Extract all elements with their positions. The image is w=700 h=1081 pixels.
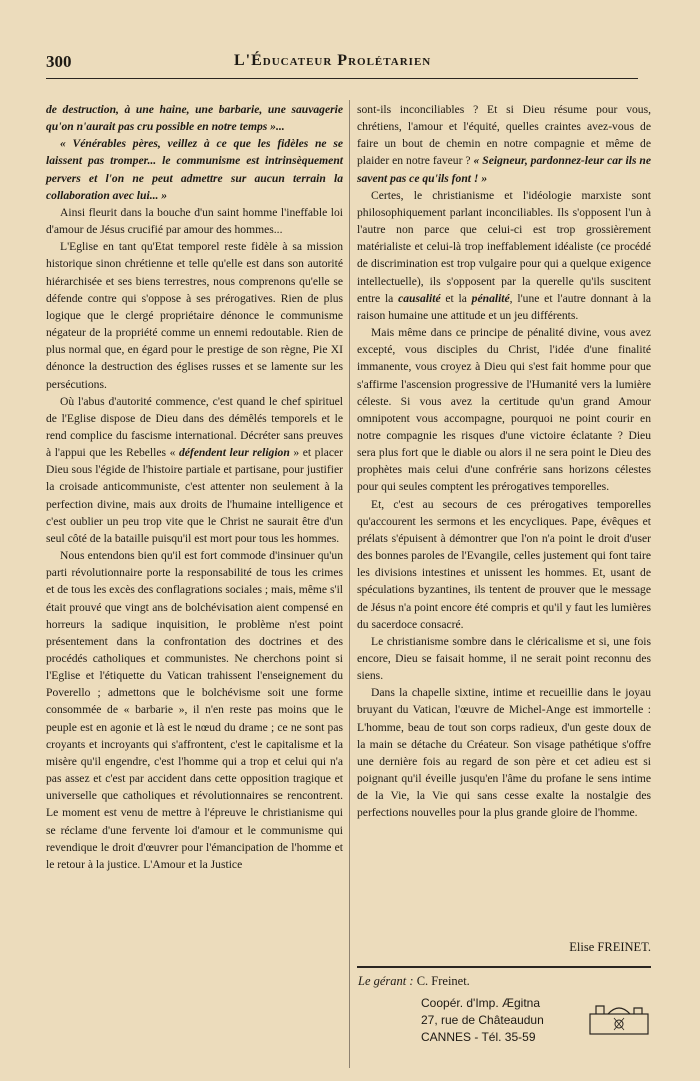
author-signature: Elise FREINET. bbox=[569, 940, 651, 954]
paragraph-text: Mais même dans ce principe de pénalité divine, vous avez excepté, vous disciples du Christ, l'idée d'une finalité immanente, vous croyez à Dieu qui s'est fait homme pour que s'affirme l'ascension progressive de l'Humanité vers la lumière céleste. Si vous avez la certitude qu'un grand Amour omnipotent vous accompagne, pourquoi ne point courir en notre compagnie les risques d'une victoire éclatante ? Dieu sera plus fort que le diable ou alors il ne sera point le Dieu des prophètes mais celui d'une confrérie sans horizons célestes pour qui seules comptent les prérogatives temporelles. bbox=[357, 326, 651, 494]
page-number: 300 bbox=[46, 52, 72, 71]
printer-city-phone: CANNES - Tél. 35-59 bbox=[421, 1030, 536, 1044]
paragraph-text: Nous entendons bien qu'il est fort commode d'insinuer qu'un parti révolutionnaire porte la responsabilité de tous les crimes et de tous les excès des conflagrations sociales ; mais, même s'il était prouvé que vingt ans de bolchévisation aient compensé en horreurs la sadique inquisition, le problème n'est point présentement dans la confrontation des doctrines et des procédés catholiques et communistes. Ne cherchons point si l'Eglise et l'étiquette du Vatican trahissent l'enseignement du Poverello ; admettons que le bolchévisme soit une forme consommée de « barbarie », il n'en reste pas moins que le peuple est en agonie et là est le nœud du drame ; ce ne sont pas croyants et incroyants qui s'affrontent, c'est le capitalisme et la misère qu'il engendre, c'est l'homme qui a trop et celui qui n'a pas assez et c'est par accident dans cette opposition tragique et universelle que catholiques et révolutionnaires se rencontrent. Le moment est venu de mettre à l'épreuve le christianisme qui se réclame d'une fervente loi d'amour et le communisme qui revendique le droit d'œuvrer pour l'émancipation de l'homme et le retour à la justice. L'Amour et la Justice bbox=[46, 549, 344, 871]
article-paragraph bbox=[46, 547, 343, 873]
article-paragraph bbox=[46, 393, 343, 547]
footer-divider bbox=[357, 966, 651, 968]
emphasized-text: défendent leur religion bbox=[178, 446, 290, 460]
paragraph-text: Où l'abus d'autorité commence, c'est quand le chef spirituel de l'Eglise dispose de Dieu dans des démêlés temporels et le rend complice du fascisme international. Décréter sans preuves à l'appui que les Rebelles « bbox=[46, 394, 343, 460]
emphasized-text: pénalité bbox=[471, 291, 510, 305]
article-paragraph bbox=[357, 633, 651, 684]
paragraph-text: L'Eglise en tant qu'Etat temporel reste fidèle à sa mission historique sinon chrétienne et telle qu'elle est dans son autorité hiérarchisée et ses biens terrestres, nous comprenons qu'elle se défende contre qui s'oppose à ses prérogatives. Rien de plus logique que le clergé propriétaire dénonce le communisme négateur de la propriété comme un ennemi redoutable. Rien de plus normal que, en égard pour le prestige de son règne, Pie XI dénonce la destruction des églises russes et se lamente sur les persécutions. bbox=[46, 240, 343, 391]
gerant-label: Le gérant : bbox=[358, 974, 414, 988]
paragraph-text: Certes, le christianisme et l'idéologie marxiste sont philosophiquement parlant inconciliables. Ils s'opposent l'un à l'autre non parce que celui-ci est trop grossièrement matérialiste et celui-là trop ineffablement idéaliste (ce procédé de discrimination est trop vulgaire pour qui a quelque exigence intellectuelle), ils s'opposent par la querelle qu'ils suscitent entre la bbox=[357, 188, 651, 305]
printer-imprint bbox=[421, 995, 544, 1046]
article-paragraph bbox=[357, 496, 651, 633]
article-column-right bbox=[357, 101, 651, 822]
article-paragraph bbox=[46, 101, 343, 135]
emphasized-text: causalité bbox=[398, 291, 441, 305]
paragraph-text: et la bbox=[440, 291, 472, 305]
journal-title: L'Éducateur Prolétarien bbox=[234, 52, 432, 69]
page-header bbox=[46, 52, 638, 79]
printer-address: 27, rue de Châteaudun bbox=[421, 1013, 544, 1027]
article-paragraph bbox=[46, 204, 343, 238]
article-paragraph bbox=[357, 324, 651, 496]
printer-name: Coopér. d'Imp. Ægitna bbox=[421, 996, 541, 1010]
gerant-credit bbox=[358, 974, 470, 989]
paragraph-text: sont-ils inconciliables ? Et si Dieu résume pour vous, chrétiens, l'amour et l'équité, quelles craintes avez-vous de faire un bout de chemin en notre compagnie et même de plaider en notre faveur ? bbox=[357, 103, 651, 168]
article-paragraph bbox=[46, 238, 343, 392]
union-label-logo-icon bbox=[588, 1002, 650, 1038]
paragraph-text: , l'une et l'autre donnant à la raison humaine une attitude et un jeu différents. bbox=[357, 291, 651, 322]
paragraph-text: Dans la chapelle sixtine, intime et recueillie dans le joyau bruyant du Vatican, l'œuvre de Michel-Ange est immortelle : L'homme, beau de tout son corps radieux, d'un geste doux de la main se détache du Créateur. Son visage pathétique s'offre une dernière fois au regard de son père et cet adieu est si poignant qu'il éveille jusqu'en l'âme du profane le sens intime de la Vie, la Vie qui sans cesse exalte la nostalgie des perfections nouvelles pour la plus grande gloire de l'homme. bbox=[357, 686, 651, 820]
column-divider bbox=[349, 100, 350, 1068]
paragraph-text: Et, c'est au secours de ces prérogatives temporelles qu'accourent les sermons et les encycliques. Pape, évêques et prélats s'épuisent à démontrer que l'on n'a point le droit d'user des bonnes paroles de l'Evangile, celles justement qui font taire les divisions intestines et unissent les hommes. Et, usant de spéculations byzantines, ils tentent de prouver que le message de Jésus n'a point encore été compris et qu'il y faut les lumières du sacerdoce consacré. bbox=[357, 497, 651, 631]
paragraph-text: Le christianisme sombre dans le cléricalisme et si, une fois encore, Dieu se faisait homme, il ne serait point reconnu des siens. bbox=[357, 634, 651, 683]
paragraph-text: » et placer Dieu sous l'égide de l'histoire partiale et partisane, pour justifier la croisade anticommuniste, c'est attenter non seulement à la perfection divine, mais aux droits de l'humaine intelligence et c'est oublier un peu trop vite que le Christ ne saurait être d'un seul côté de la bataille puisqu'il est mort pour tous les hommes. bbox=[46, 446, 343, 545]
article-paragraph bbox=[46, 135, 343, 204]
emphasized-text: « Seigneur, pardonnez-leur car ils ne savent pas ce qu'ils font ! » bbox=[357, 154, 652, 185]
article-paragraph bbox=[357, 684, 651, 821]
paragraph-text: Ainsi fleurit dans la bouche d'un saint homme l'ineffable loi d'amour de Jésus crucifié par amour des hommes... bbox=[46, 205, 343, 237]
article-paragraph bbox=[357, 187, 651, 324]
article-paragraph bbox=[357, 101, 651, 187]
emphasized-text: de destruction, à une haine, une barbarie, une sauvagerie qu'on n'aurait pas cru possible en notre temps »... bbox=[46, 103, 343, 134]
article-column-left bbox=[46, 101, 343, 873]
gerant-name: C. Freinet. bbox=[416, 974, 470, 988]
emphasized-text: « Vénérables pères, veillez à ce que les fidèles ne se laissent pas tromper... le communisme est intrinsèquement pervers et l'on ne peut admettre sur aucun terrain la collaboration avec lui... » bbox=[46, 137, 343, 202]
